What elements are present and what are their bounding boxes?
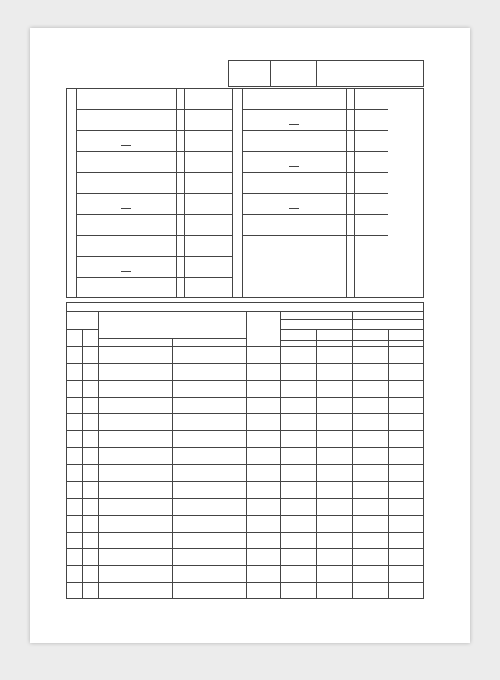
table-row[interactable] (66, 413, 424, 414)
table-row[interactable] (66, 532, 424, 533)
table-row[interactable] (66, 548, 424, 549)
header-box (228, 60, 424, 87)
table-row[interactable] (66, 582, 424, 583)
table-row[interactable] (66, 515, 424, 516)
table-row[interactable] (66, 380, 424, 381)
table-row[interactable] (66, 464, 424, 465)
table-row[interactable] (66, 397, 424, 398)
table-row[interactable] (66, 498, 424, 499)
table-row[interactable] (66, 481, 424, 482)
table-row[interactable] (66, 447, 424, 448)
table-row[interactable] (66, 565, 424, 566)
form-sheet (30, 28, 470, 643)
table-row[interactable] (66, 430, 424, 431)
table-row[interactable] (66, 363, 424, 364)
